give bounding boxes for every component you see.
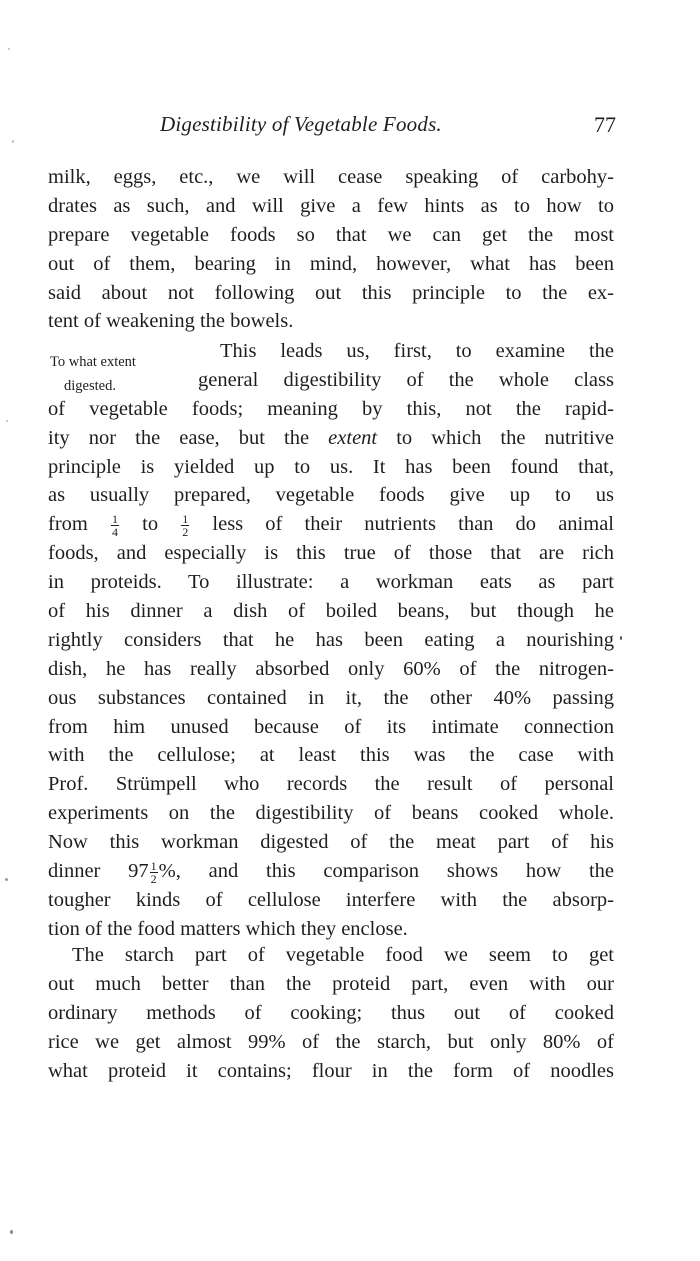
text-line: of vegetable foods; meaning by this, not the rapid-: [48, 397, 614, 420]
text-line: foods, and especially is this true of those that are rich: [48, 542, 614, 565]
print-speck: [6, 420, 8, 422]
emphasis-text: extent: [328, 426, 378, 449]
running-title: Digestibility of Vegetable Foods.: [160, 112, 442, 136]
text-line: experiments on the digestibility of beans cooked whole.: [48, 802, 614, 825]
paragraph-2: [48, 337, 614, 944]
text-line: [48, 510, 614, 539]
text-line: of his dinner a dish of boiled beans, but though he: [48, 600, 614, 623]
text-line: in proteids. To illustrate: a workman eats as part: [48, 571, 614, 594]
text-line: as usually prepared, vegetable foods give up to us: [48, 484, 614, 507]
fraction: [111, 513, 119, 538]
text-line: ordinary methods of cooking; thus out of cooked: [48, 1001, 614, 1024]
text-line: dish, he has really absorbed only 60% of the nitrogen-: [48, 657, 614, 680]
text-line: what proteid it contains; flour in the form of noodles: [48, 1059, 614, 1082]
text-line: [48, 424, 614, 453]
paragraph-1: [48, 163, 614, 336]
text-line: drates as such, and will give a few hints as to how to: [48, 194, 614, 217]
text-line: from him unused because of its intimate connection: [48, 715, 614, 738]
fraction-denominator: 2: [150, 871, 157, 886]
print-speck: [10, 1230, 13, 1234]
text-run: ity nor the ease, but the: [48, 426, 329, 449]
text-line: principle is yielded up to us. It has been found that,: [48, 455, 614, 478]
text-line: tent of weakening the bowels.: [48, 310, 294, 333]
text-run: dinner 97: [48, 860, 149, 883]
fraction: [181, 513, 189, 538]
text-line: general digestibility of the whole class: [198, 368, 614, 391]
text-line: with the cellulose; at least this was the case with: [48, 744, 614, 767]
fraction-numerator: 1: [112, 512, 118, 527]
text-line: tougher kinds of cellulose interfere with the absorp-: [48, 888, 614, 911]
text-line: out of them, bearing in mind, however, what has been: [48, 252, 614, 275]
fraction: [150, 860, 158, 885]
fraction-numerator: 1: [182, 512, 189, 527]
text-line: tion of the food matters which they enclose.: [48, 917, 408, 940]
margin-note-line: To what extent: [50, 354, 136, 370]
text-line: milk, eggs, etc., we will cease speaking of carbohy-: [48, 166, 614, 188]
text-line: prepare vegetable foods so that we can get the most: [48, 223, 614, 246]
text-line: said about not following out this principle to the ex-: [48, 281, 614, 304]
fraction-denominator: 2: [182, 525, 189, 540]
text-run: %, and this comparison shows how the: [158, 860, 614, 883]
print-speck: [5, 878, 8, 881]
text-line: Now this workman digested of the meat part of his: [48, 831, 614, 854]
text-run: to which the nutritive: [377, 426, 614, 449]
print-speck: [8, 48, 10, 50]
text-line: The starch part of vegetable food we seem to get: [72, 944, 614, 966]
text-line: [48, 857, 614, 886]
text-run: less of their nutrients than do animal: [190, 513, 614, 536]
print-speck: [12, 140, 14, 143]
fraction-numerator: 1: [150, 858, 157, 873]
text-line: This leads us, first, to examine the: [220, 340, 614, 362]
paragraph-3: [48, 941, 614, 1085]
fraction-denominator: 4: [112, 525, 118, 540]
margin-note-line: digested.: [64, 378, 116, 394]
page-header: [48, 112, 616, 146]
text-run: to: [120, 513, 181, 536]
page-number: 77: [594, 112, 616, 137]
text-line: rice we get almost 99% of the starch, but only 80% of: [48, 1030, 614, 1053]
print-speck: [620, 636, 622, 640]
text-run: from: [48, 513, 110, 536]
text-line: Prof. Strümpell who records the result of personal: [48, 773, 614, 796]
text-line: ous substances contained in it, the other 40% passing: [48, 686, 614, 709]
text-line: out much better than the proteid part, even with our: [48, 972, 614, 995]
text-line: rightly considers that he has been eating a nourishing: [48, 628, 614, 651]
